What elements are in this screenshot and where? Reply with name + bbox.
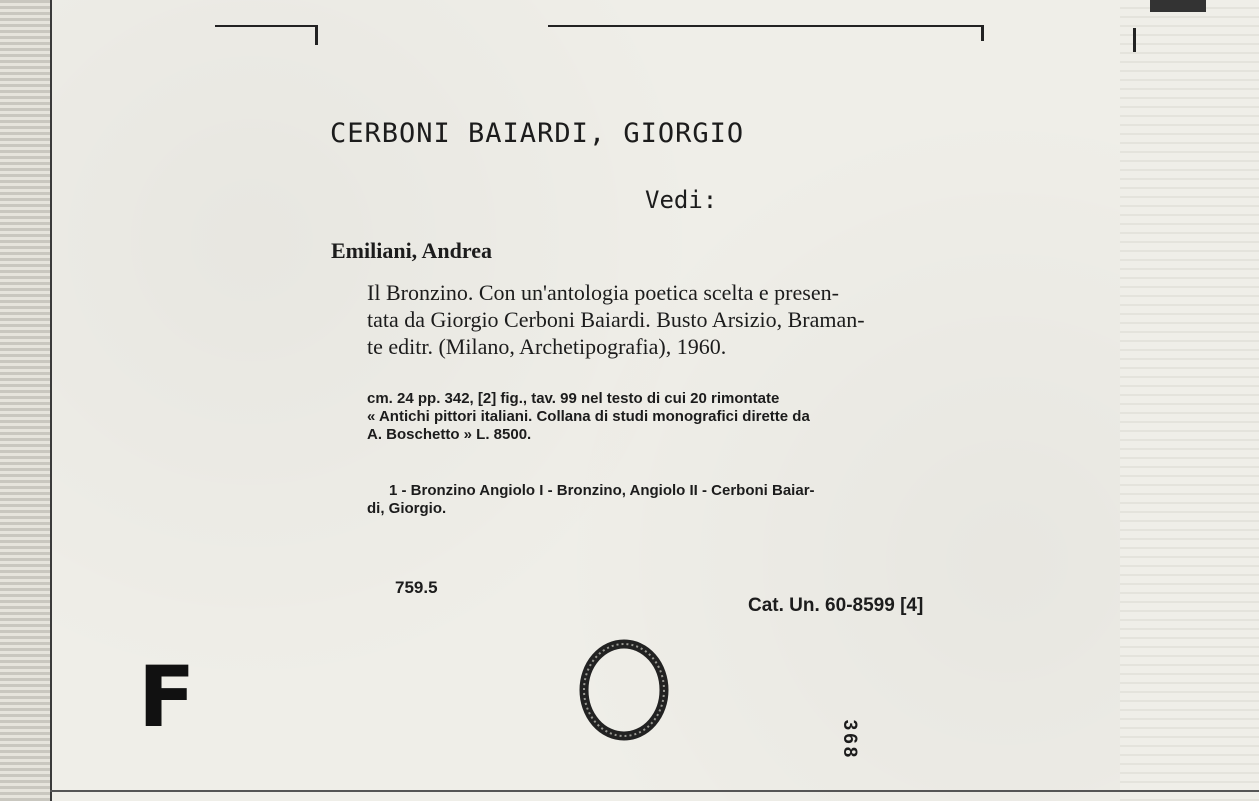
- corner-mark: [1150, 0, 1206, 12]
- bottom-rule: [50, 790, 1259, 792]
- title-line: te editr. (Milano, Archetipografia), 1960.: [367, 334, 727, 359]
- ring-stamp-icon: [578, 638, 670, 742]
- top-tick-right: [981, 25, 984, 41]
- see-reference-label: Vedi:: [645, 186, 718, 214]
- author-name: Emiliani, Andrea: [331, 238, 492, 263]
- catalog-number: Cat. Un. 60-8599 [4]: [748, 595, 924, 616]
- collation-line: « Antichi pittori italiani. Collana di studi monografici dirette da: [367, 408, 810, 425]
- right-tick: [1133, 28, 1136, 52]
- title-block: [367, 279, 972, 360]
- subjects-line: di, Giorgio.: [367, 500, 447, 517]
- card-right-edge: [1120, 0, 1259, 801]
- collation-block: [367, 390, 972, 444]
- class-number: 759.5: [395, 578, 438, 597]
- collation-line: cm. 24 pp. 342, [2] fig., tav. 99 nel testo di cui 20 rimontate: [367, 390, 780, 407]
- subjects-block: [367, 482, 972, 518]
- vertical-number: 368: [839, 719, 860, 761]
- title-line: tata da Giorgio Cerboni Baiardi. Busto Arsizio, Braman-: [367, 307, 865, 332]
- collation-line: A. Boschetto » L. 8500.: [367, 426, 532, 443]
- stamp-letter: F: [138, 648, 196, 746]
- card-left-edge: [0, 0, 52, 801]
- title-line: Il Bronzino. Con un'antologia poetica scelta e presen-: [367, 280, 839, 305]
- top-rule-left: [215, 25, 315, 27]
- subjects-line: 1 - Bronzino Angiolo I - Bronzino, Angiolo II - Cerboni Baiar-: [389, 482, 815, 499]
- top-rule-right: [548, 25, 983, 27]
- card-heading: CERBONI BAIARDI, GIORGIO: [330, 118, 745, 149]
- top-tick-left: [315, 25, 318, 45]
